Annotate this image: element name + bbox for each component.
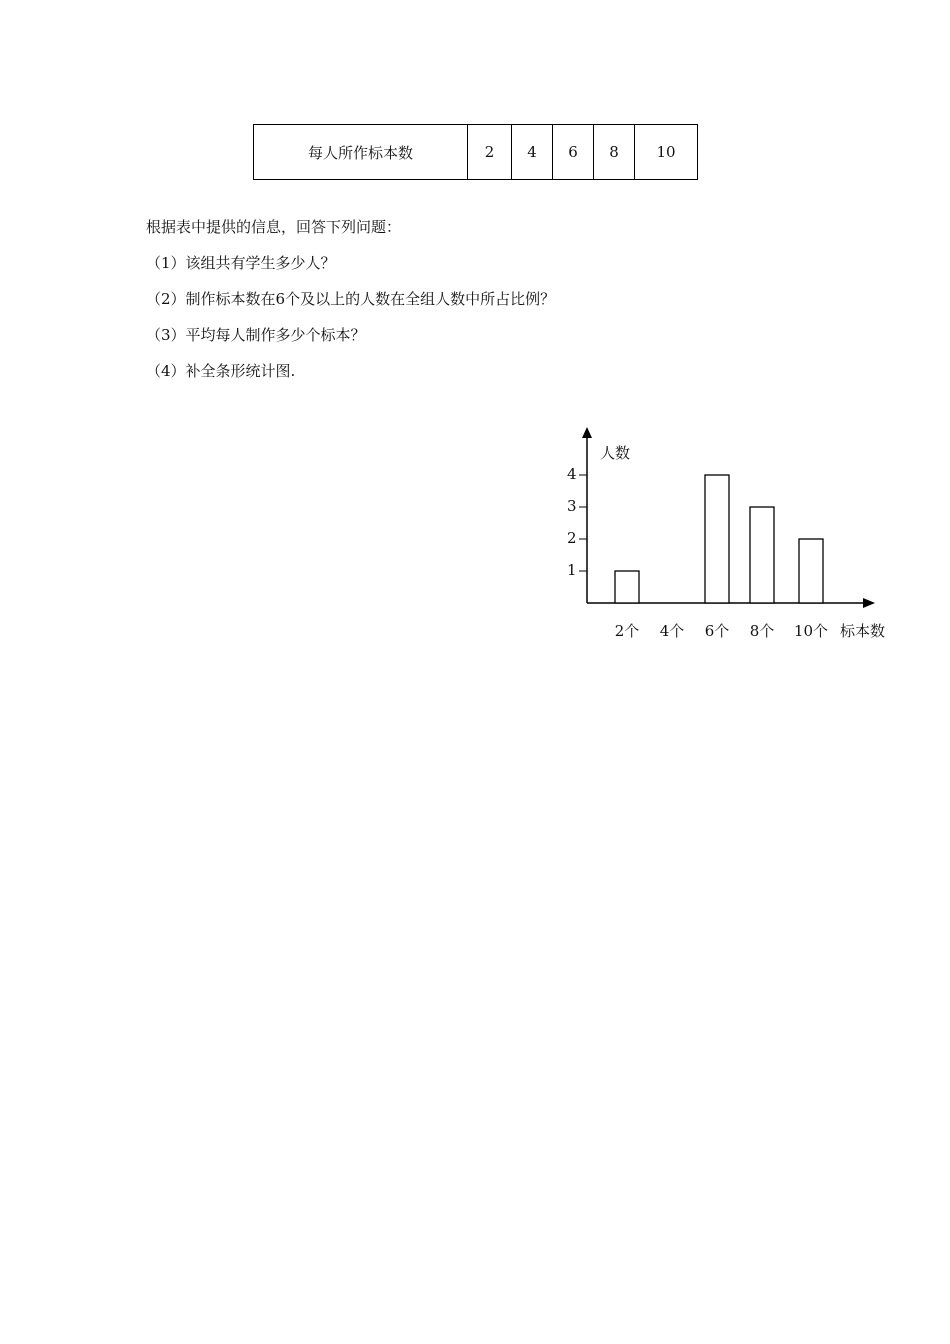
x-axis-arrow [863, 598, 875, 608]
data-table [253, 124, 698, 180]
table-cell: 2 [468, 125, 512, 180]
y-axis-label: 人数 [600, 444, 631, 462]
x-axis-label: 标本数 [840, 622, 886, 640]
question-4: （4）补全条形统计图. [146, 362, 296, 380]
table-cell: 8 [594, 125, 635, 180]
table-cell: 4 [512, 125, 553, 180]
x-category-label: 4个 [659, 622, 685, 640]
table-row [254, 125, 698, 180]
y-tick-label: 1 [567, 561, 577, 579]
x-category-label: 8个 [749, 622, 775, 640]
bar [615, 571, 639, 603]
question-3: （3）平均每人制作多少个标本？ [146, 326, 366, 344]
bar-chart-svg [555, 420, 915, 660]
question-2: （2）制作标本数在6个及以上的人数在全组人数中所占比例？ [146, 290, 556, 308]
y-axis-arrow [582, 427, 592, 438]
bar [750, 507, 774, 603]
bar [799, 539, 823, 603]
table-header-cell: 每人所作标本数 [254, 125, 468, 180]
table-cell: 6 [553, 125, 594, 180]
bar [705, 475, 729, 603]
y-tick-label: 4 [567, 465, 577, 483]
x-category-label: 10个 [793, 622, 829, 640]
bar-chart [555, 420, 915, 660]
y-tick-label: 3 [567, 497, 577, 515]
y-tick-label: 2 [567, 529, 577, 547]
question-1: （1）该组共有学生多少人？ [146, 254, 336, 272]
intro-text: 根据表中提供的信息，回答下列问题： [146, 218, 402, 236]
x-category-label: 2个 [614, 622, 640, 640]
x-category-label: 6个 [704, 622, 730, 640]
table-cell: 10 [635, 125, 698, 180]
